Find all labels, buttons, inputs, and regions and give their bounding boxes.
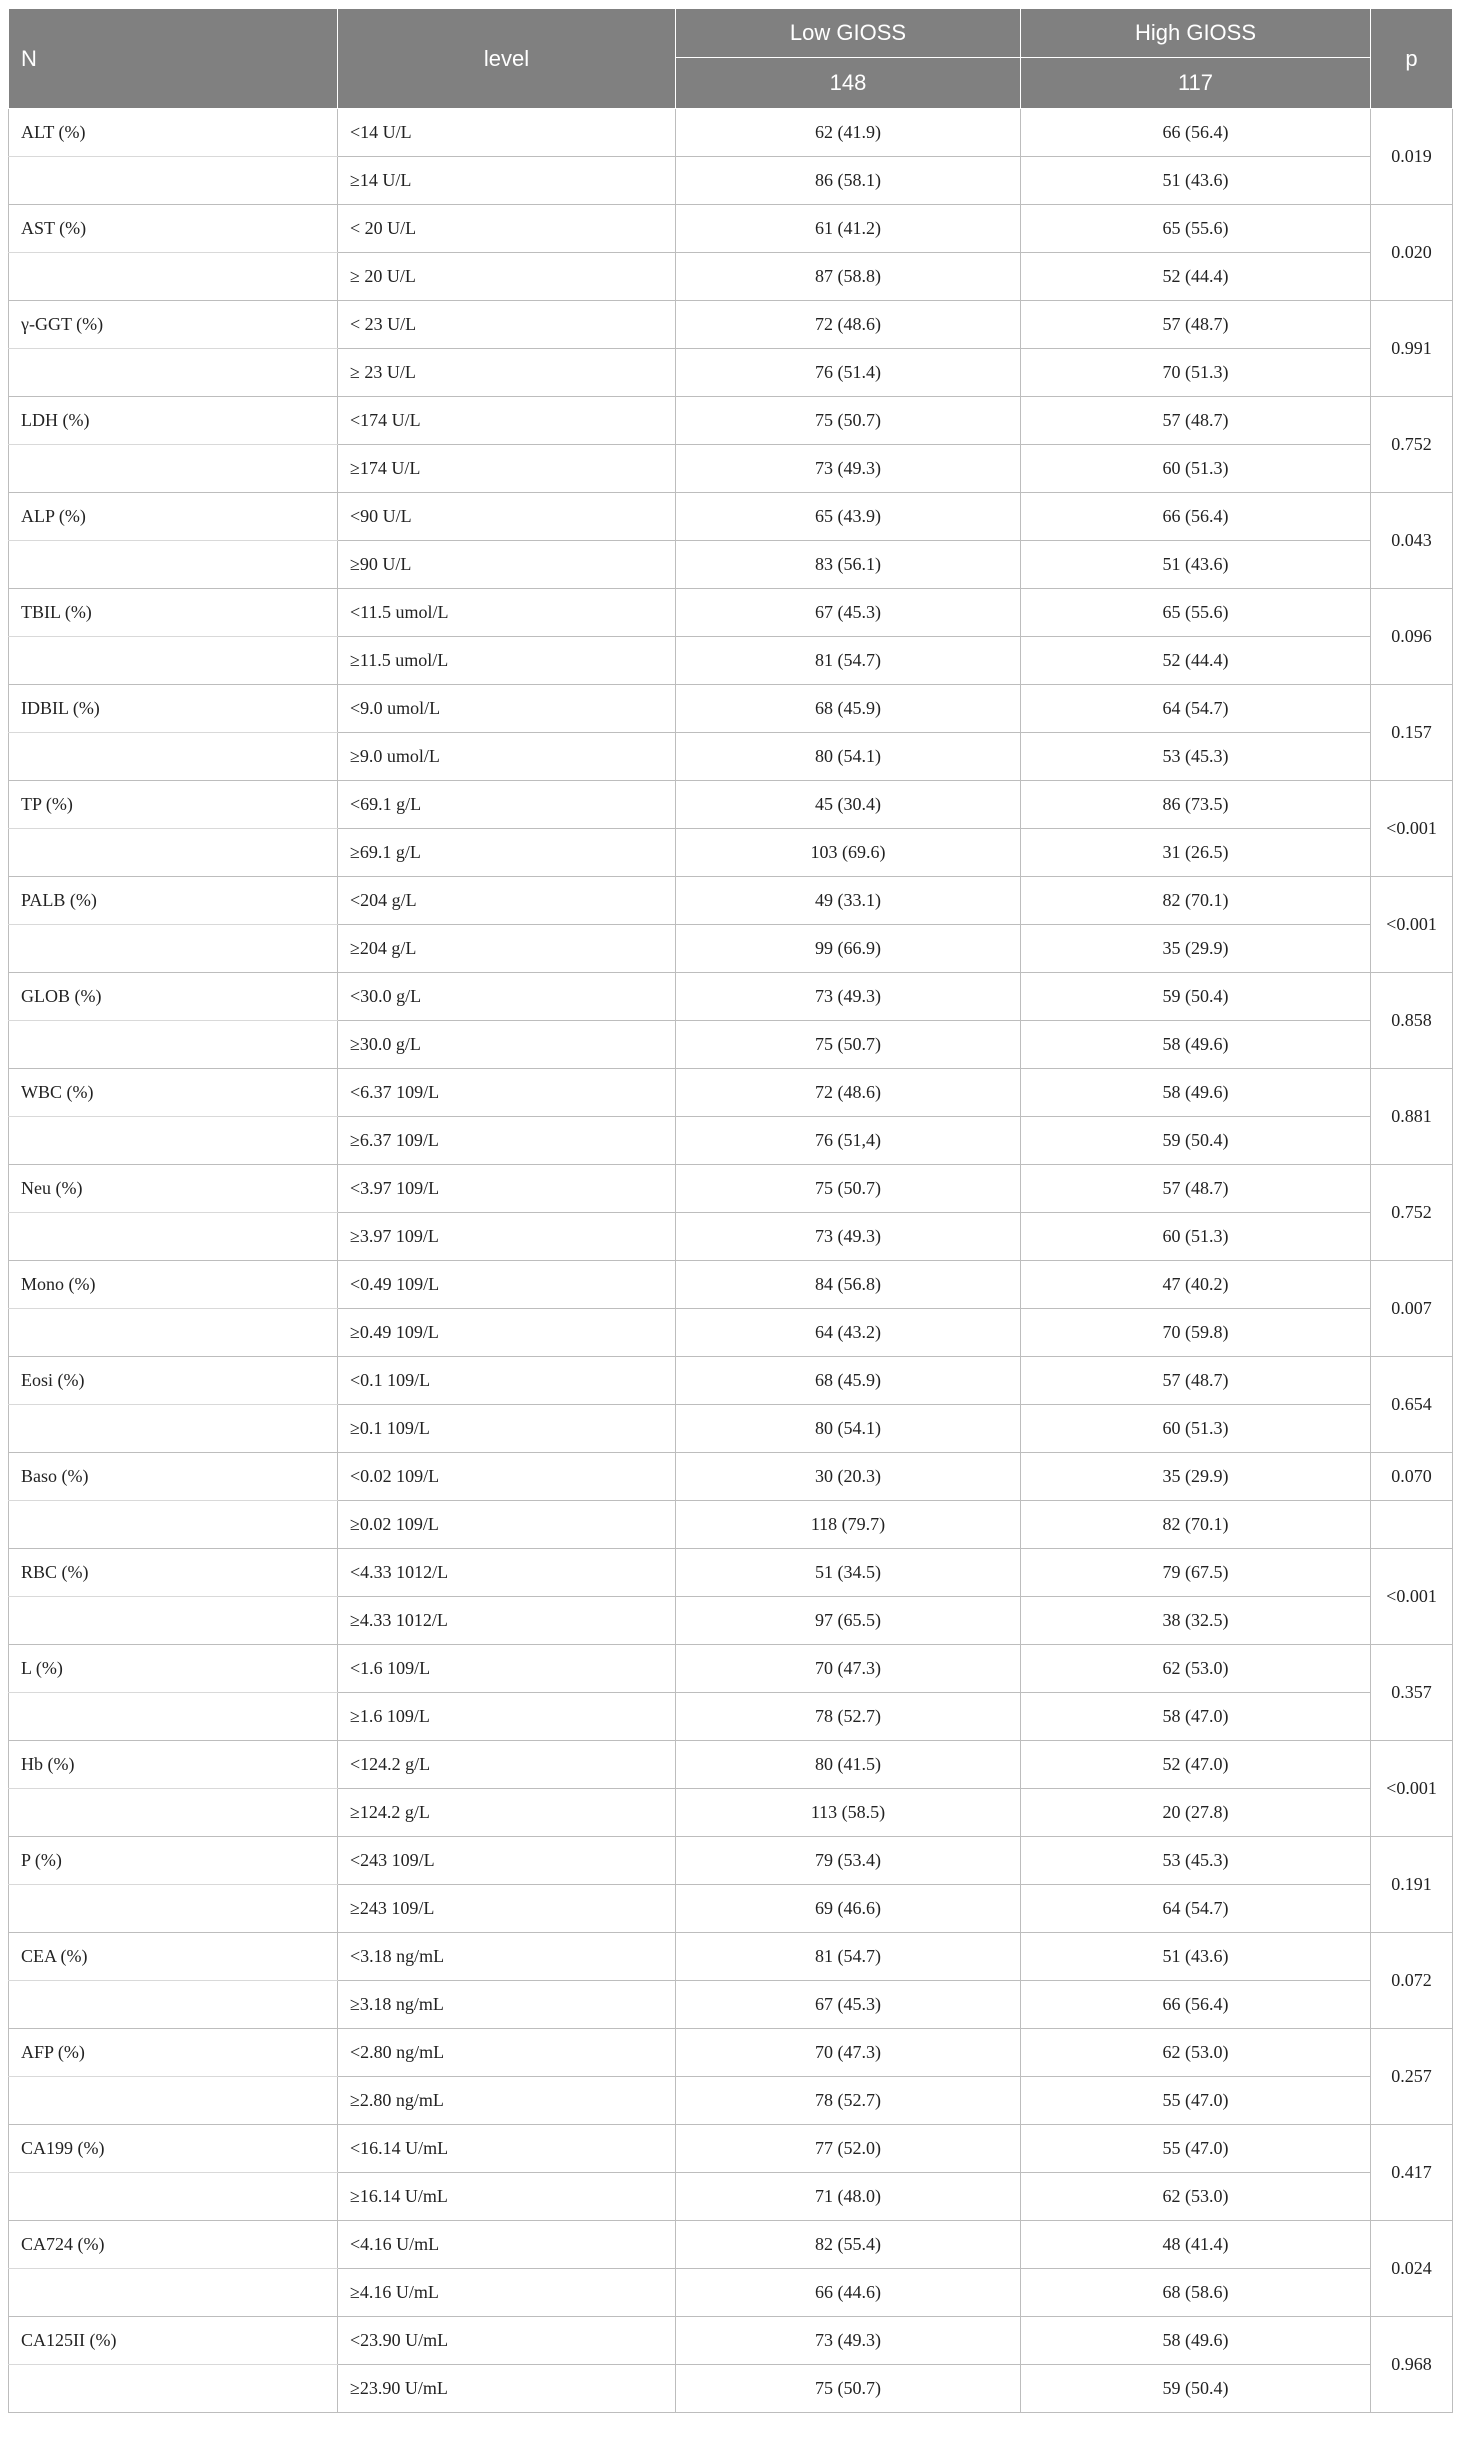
level-cell: ≥0.02 109/L <box>338 1501 676 1549</box>
low-gioss-cell: 113 (58.5) <box>676 1789 1021 1837</box>
marker-name-cell: RBC (%) <box>9 1549 338 1597</box>
header-p: p <box>1371 9 1453 109</box>
low-gioss-cell: 67 (45.3) <box>676 589 1021 637</box>
low-gioss-cell: 73 (49.3) <box>676 445 1021 493</box>
marker-name-cell: γ-GGT (%) <box>9 301 338 349</box>
level-cell: ≥124.2 g/L <box>338 1789 676 1837</box>
low-gioss-cell: 79 (53.4) <box>676 1837 1021 1885</box>
low-gioss-cell: 73 (49.3) <box>676 2317 1021 2365</box>
high-gioss-cell: 64 (54.7) <box>1021 1885 1371 1933</box>
marker-name-cell <box>9 1021 338 1069</box>
table-row <box>9 397 1453 445</box>
table-row <box>9 685 1453 733</box>
low-gioss-cell: 76 (51,4) <box>676 1117 1021 1165</box>
level-cell: <16.14 U/mL <box>338 2125 676 2173</box>
marker-name-cell <box>9 2173 338 2221</box>
high-gioss-cell: 86 (73.5) <box>1021 781 1371 829</box>
marker-name-cell <box>9 541 338 589</box>
high-gioss-cell: 38 (32.5) <box>1021 1597 1371 1645</box>
high-gioss-cell: 70 (51.3) <box>1021 349 1371 397</box>
high-gioss-cell: 52 (44.4) <box>1021 637 1371 685</box>
low-gioss-cell: 87 (58.8) <box>676 253 1021 301</box>
marker-name-cell <box>9 349 338 397</box>
low-gioss-cell: 71 (48.0) <box>676 2173 1021 2221</box>
p-value-cell: 0.654 <box>1371 1357 1453 1453</box>
level-cell: < 23 U/L <box>338 301 676 349</box>
low-gioss-cell: 118 (79.7) <box>676 1501 1021 1549</box>
low-gioss-cell: 80 (54.1) <box>676 733 1021 781</box>
table-row <box>9 1693 1453 1741</box>
level-cell: <6.37 109/L <box>338 1069 676 1117</box>
table-row <box>9 1117 1453 1165</box>
high-gioss-cell: 58 (49.6) <box>1021 1069 1371 1117</box>
level-cell: ≥69.1 g/L <box>338 829 676 877</box>
marker-name-cell: Eosi (%) <box>9 1357 338 1405</box>
table-row <box>9 1309 1453 1357</box>
level-cell: <9.0 umol/L <box>338 685 676 733</box>
table-row <box>9 781 1453 829</box>
low-gioss-cell: 72 (48.6) <box>676 1069 1021 1117</box>
low-gioss-cell: 65 (43.9) <box>676 493 1021 541</box>
level-cell: <124.2 g/L <box>338 1741 676 1789</box>
high-gioss-cell: 65 (55.6) <box>1021 205 1371 253</box>
high-gioss-cell: 60 (51.3) <box>1021 1213 1371 1261</box>
table-row <box>9 1453 1453 1501</box>
table-row <box>9 1597 1453 1645</box>
table-row <box>9 2029 1453 2077</box>
table-row <box>9 1213 1453 1261</box>
marker-name-cell: GLOB (%) <box>9 973 338 1021</box>
table-row <box>9 253 1453 301</box>
header-n: N <box>9 9 338 109</box>
low-gioss-cell: 73 (49.3) <box>676 1213 1021 1261</box>
high-gioss-cell: 82 (70.1) <box>1021 1501 1371 1549</box>
low-gioss-cell: 76 (51.4) <box>676 349 1021 397</box>
high-gioss-cell: 66 (56.4) <box>1021 1981 1371 2029</box>
high-gioss-cell: 60 (51.3) <box>1021 445 1371 493</box>
marker-name-cell: CA724 (%) <box>9 2221 338 2269</box>
table-row <box>9 1981 1453 2029</box>
header-level: level <box>338 9 676 109</box>
high-gioss-cell: 52 (44.4) <box>1021 253 1371 301</box>
level-cell: ≥11.5 umol/L <box>338 637 676 685</box>
marker-name-cell: L (%) <box>9 1645 338 1693</box>
p-value-cell: 0.417 <box>1371 2125 1453 2221</box>
high-gioss-cell: 20 (27.8) <box>1021 1789 1371 1837</box>
low-gioss-cell: 68 (45.9) <box>676 1357 1021 1405</box>
table-row <box>9 445 1453 493</box>
marker-name-cell: Baso (%) <box>9 1453 338 1501</box>
level-cell: ≥3.18 ng/mL <box>338 1981 676 2029</box>
low-gioss-cell: 30 (20.3) <box>676 1453 1021 1501</box>
level-cell: <90 U/L <box>338 493 676 541</box>
marker-name-cell: CA199 (%) <box>9 2125 338 2173</box>
marker-name-cell: P (%) <box>9 1837 338 1885</box>
marker-name-cell <box>9 1405 338 1453</box>
high-gioss-cell: 51 (43.6) <box>1021 1933 1371 1981</box>
table-row <box>9 1549 1453 1597</box>
header-low-count: 148 <box>676 58 1021 109</box>
p-value-cell: 0.019 <box>1371 109 1453 205</box>
table-row <box>9 925 1453 973</box>
p-value-cell: 0.191 <box>1371 1837 1453 1933</box>
table-row <box>9 637 1453 685</box>
level-cell: <14 U/L <box>338 109 676 157</box>
table-row <box>9 157 1453 205</box>
level-cell: ≥ 20 U/L <box>338 253 676 301</box>
table-row <box>9 109 1453 157</box>
level-cell: ≥2.80 ng/mL <box>338 2077 676 2125</box>
high-gioss-cell: 58 (49.6) <box>1021 1021 1371 1069</box>
level-cell: ≥90 U/L <box>338 541 676 589</box>
low-gioss-cell: 82 (55.4) <box>676 2221 1021 2269</box>
marker-name-cell: LDH (%) <box>9 397 338 445</box>
level-cell: < 20 U/L <box>338 205 676 253</box>
p-value-cell: 0.881 <box>1371 1069 1453 1165</box>
marker-name-cell <box>9 2269 338 2317</box>
p-value-cell: 0.968 <box>1371 2317 1453 2413</box>
high-gioss-cell: 64 (54.7) <box>1021 685 1371 733</box>
marker-name-cell <box>9 1501 338 1549</box>
lab-table-container <box>8 8 1452 2413</box>
table-row <box>9 1789 1453 1837</box>
p-value-cell: 0.070 <box>1371 1453 1453 1501</box>
table-row <box>9 1405 1453 1453</box>
high-gioss-cell: 58 (47.0) <box>1021 1693 1371 1741</box>
p-value-cell: 0.991 <box>1371 301 1453 397</box>
low-gioss-cell: 70 (47.3) <box>676 1645 1021 1693</box>
table-row <box>9 1645 1453 1693</box>
level-cell: <243 109/L <box>338 1837 676 1885</box>
low-gioss-cell: 75 (50.7) <box>676 2365 1021 2413</box>
p-value-cell: 0.043 <box>1371 493 1453 589</box>
level-cell: <0.49 109/L <box>338 1261 676 1309</box>
level-cell: ≥3.97 109/L <box>338 1213 676 1261</box>
level-cell: <4.33 1012/L <box>338 1549 676 1597</box>
high-gioss-cell: 57 (48.7) <box>1021 301 1371 349</box>
high-gioss-cell: 47 (40.2) <box>1021 1261 1371 1309</box>
p-value-cell: 0.858 <box>1371 973 1453 1069</box>
level-cell: ≥0.49 109/L <box>338 1309 676 1357</box>
table-row <box>9 1837 1453 1885</box>
low-gioss-cell: 80 (54.1) <box>676 1405 1021 1453</box>
p-value-cell: 0.024 <box>1371 2221 1453 2317</box>
high-gioss-cell: 59 (50.4) <box>1021 2365 1371 2413</box>
marker-name-cell: CEA (%) <box>9 1933 338 1981</box>
table-row <box>9 1069 1453 1117</box>
high-gioss-cell: 65 (55.6) <box>1021 589 1371 637</box>
high-gioss-cell: 79 (67.5) <box>1021 1549 1371 1597</box>
level-cell: ≥9.0 umol/L <box>338 733 676 781</box>
marker-name-cell <box>9 829 338 877</box>
level-cell: ≥14 U/L <box>338 157 676 205</box>
high-gioss-cell: 48 (41.4) <box>1021 2221 1371 2269</box>
marker-name-cell <box>9 2077 338 2125</box>
marker-name-cell <box>9 925 338 973</box>
table-row <box>9 2269 1453 2317</box>
table-row <box>9 2221 1453 2269</box>
low-gioss-cell: 68 (45.9) <box>676 685 1021 733</box>
low-gioss-cell: 103 (69.6) <box>676 829 1021 877</box>
level-cell: ≥4.16 U/mL <box>338 2269 676 2317</box>
level-cell: <2.80 ng/mL <box>338 2029 676 2077</box>
marker-name-cell <box>9 1213 338 1261</box>
level-cell: ≥174 U/L <box>338 445 676 493</box>
level-cell: <0.02 109/L <box>338 1453 676 1501</box>
high-gioss-cell: 66 (56.4) <box>1021 109 1371 157</box>
high-gioss-cell: 57 (48.7) <box>1021 1165 1371 1213</box>
table-row <box>9 493 1453 541</box>
level-cell: <1.6 109/L <box>338 1645 676 1693</box>
header-low-gioss: Low GIOSS <box>676 9 1021 58</box>
low-gioss-cell: 77 (52.0) <box>676 2125 1021 2173</box>
low-gioss-cell: 84 (56.8) <box>676 1261 1021 1309</box>
high-gioss-cell: 35 (29.9) <box>1021 1453 1371 1501</box>
high-gioss-cell: 53 (45.3) <box>1021 1837 1371 1885</box>
low-gioss-cell: 51 (34.5) <box>676 1549 1021 1597</box>
high-gioss-cell: 51 (43.6) <box>1021 541 1371 589</box>
high-gioss-cell: 51 (43.6) <box>1021 157 1371 205</box>
low-gioss-cell: 70 (47.3) <box>676 2029 1021 2077</box>
high-gioss-cell: 57 (48.7) <box>1021 397 1371 445</box>
header-high-gioss: High GIOSS <box>1021 9 1371 58</box>
marker-name-cell: IDBIL (%) <box>9 685 338 733</box>
low-gioss-cell: 81 (54.7) <box>676 1933 1021 1981</box>
table-row <box>9 1021 1453 1069</box>
header-high-count: 117 <box>1021 58 1371 109</box>
marker-name-cell <box>9 733 338 781</box>
level-cell: ≥4.33 1012/L <box>338 1597 676 1645</box>
high-gioss-cell: 60 (51.3) <box>1021 1405 1371 1453</box>
marker-name-cell: ALP (%) <box>9 493 338 541</box>
table-row <box>9 1357 1453 1405</box>
level-cell: <0.1 109/L <box>338 1357 676 1405</box>
low-gioss-cell: 64 (43.2) <box>676 1309 1021 1357</box>
table-row <box>9 1741 1453 1789</box>
p-value-cell: 0.752 <box>1371 1165 1453 1261</box>
p-value-cell: 0.357 <box>1371 1645 1453 1741</box>
table-row <box>9 2077 1453 2125</box>
high-gioss-cell: 55 (47.0) <box>1021 2077 1371 2125</box>
table-row <box>9 733 1453 781</box>
high-gioss-cell: 62 (53.0) <box>1021 1645 1371 1693</box>
marker-name-cell: TBIL (%) <box>9 589 338 637</box>
table-row <box>9 877 1453 925</box>
marker-name-cell <box>9 1597 338 1645</box>
level-cell: ≥6.37 109/L <box>338 1117 676 1165</box>
table-row <box>9 1261 1453 1309</box>
p-value-cell: <0.001 <box>1371 781 1453 877</box>
low-gioss-cell: 73 (49.3) <box>676 973 1021 1021</box>
low-gioss-cell: 61 (41.2) <box>676 205 1021 253</box>
level-cell: <3.18 ng/mL <box>338 1933 676 1981</box>
low-gioss-cell: 67 (45.3) <box>676 1981 1021 2029</box>
low-gioss-cell: 72 (48.6) <box>676 301 1021 349</box>
low-gioss-cell: 75 (50.7) <box>676 397 1021 445</box>
level-cell: ≥0.1 109/L <box>338 1405 676 1453</box>
marker-name-cell <box>9 1885 338 1933</box>
high-gioss-cell: 66 (56.4) <box>1021 493 1371 541</box>
table-row <box>9 2173 1453 2221</box>
table-row <box>9 973 1453 1021</box>
table-header <box>9 9 1453 109</box>
level-cell: ≥1.6 109/L <box>338 1693 676 1741</box>
level-cell: ≥23.90 U/mL <box>338 2365 676 2413</box>
table-row <box>9 205 1453 253</box>
high-gioss-cell: 68 (58.6) <box>1021 2269 1371 2317</box>
marker-name-cell <box>9 1789 338 1837</box>
high-gioss-cell: 62 (53.0) <box>1021 2029 1371 2077</box>
high-gioss-cell: 31 (26.5) <box>1021 829 1371 877</box>
level-cell: ≥30.0 g/L <box>338 1021 676 1069</box>
high-gioss-cell: 35 (29.9) <box>1021 925 1371 973</box>
high-gioss-cell: 70 (59.8) <box>1021 1309 1371 1357</box>
marker-name-cell: AST (%) <box>9 205 338 253</box>
marker-name-cell: Mono (%) <box>9 1261 338 1309</box>
marker-name-cell <box>9 1117 338 1165</box>
level-cell: <204 g/L <box>338 877 676 925</box>
level-cell: ≥ 23 U/L <box>338 349 676 397</box>
p-value-cell: 0.752 <box>1371 397 1453 493</box>
level-cell: <3.97 109/L <box>338 1165 676 1213</box>
p-value-cell: 0.072 <box>1371 1933 1453 2029</box>
level-cell: <11.5 umol/L <box>338 589 676 637</box>
table-row <box>9 2125 1453 2173</box>
high-gioss-cell: 57 (48.7) <box>1021 1357 1371 1405</box>
low-gioss-cell: 81 (54.7) <box>676 637 1021 685</box>
marker-name-cell <box>9 637 338 685</box>
table-body <box>9 109 1453 2413</box>
low-gioss-cell: 45 (30.4) <box>676 781 1021 829</box>
p-value-cell: 0.096 <box>1371 589 1453 685</box>
marker-name-cell <box>9 2365 338 2413</box>
low-gioss-cell: 75 (50.7) <box>676 1021 1021 1069</box>
p-value-cell: 0.257 <box>1371 2029 1453 2125</box>
marker-name-cell: PALB (%) <box>9 877 338 925</box>
marker-name-cell <box>9 445 338 493</box>
high-gioss-cell: 59 (50.4) <box>1021 1117 1371 1165</box>
marker-name-cell: Neu (%) <box>9 1165 338 1213</box>
low-gioss-cell: 66 (44.6) <box>676 2269 1021 2317</box>
p-value-cell <box>1371 1501 1453 1549</box>
marker-name-cell: CA125II (%) <box>9 2317 338 2365</box>
table-row <box>9 1165 1453 1213</box>
table-row <box>9 1501 1453 1549</box>
level-cell: ≥243 109/L <box>338 1885 676 1933</box>
low-gioss-cell: 69 (46.6) <box>676 1885 1021 1933</box>
level-cell: ≥16.14 U/mL <box>338 2173 676 2221</box>
p-value-cell: 0.020 <box>1371 205 1453 301</box>
p-value-cell: 0.007 <box>1371 1261 1453 1357</box>
marker-name-cell: WBC (%) <box>9 1069 338 1117</box>
level-cell: <174 U/L <box>338 397 676 445</box>
table-row <box>9 589 1453 637</box>
low-gioss-cell: 83 (56.1) <box>676 541 1021 589</box>
marker-name-cell <box>9 1981 338 2029</box>
high-gioss-cell: 53 (45.3) <box>1021 733 1371 781</box>
marker-name-cell <box>9 157 338 205</box>
level-cell: <69.1 g/L <box>338 781 676 829</box>
p-value-cell: 0.157 <box>1371 685 1453 781</box>
low-gioss-cell: 75 (50.7) <box>676 1165 1021 1213</box>
table-row <box>9 349 1453 397</box>
p-value-cell: <0.001 <box>1371 1549 1453 1645</box>
table-row <box>9 301 1453 349</box>
level-cell: <30.0 g/L <box>338 973 676 1021</box>
level-cell: <4.16 U/mL <box>338 2221 676 2269</box>
marker-name-cell <box>9 1693 338 1741</box>
lab-results-table <box>8 8 1453 2413</box>
low-gioss-cell: 78 (52.7) <box>676 1693 1021 1741</box>
table-row <box>9 1885 1453 1933</box>
table-row <box>9 2317 1453 2365</box>
marker-name-cell <box>9 253 338 301</box>
marker-name-cell: AFP (%) <box>9 2029 338 2077</box>
high-gioss-cell: 52 (47.0) <box>1021 1741 1371 1789</box>
low-gioss-cell: 78 (52.7) <box>676 2077 1021 2125</box>
low-gioss-cell: 49 (33.1) <box>676 877 1021 925</box>
table-row <box>9 1933 1453 1981</box>
low-gioss-cell: 80 (41.5) <box>676 1741 1021 1789</box>
marker-name-cell: Hb (%) <box>9 1741 338 1789</box>
low-gioss-cell: 97 (65.5) <box>676 1597 1021 1645</box>
level-cell: <23.90 U/mL <box>338 2317 676 2365</box>
high-gioss-cell: 82 (70.1) <box>1021 877 1371 925</box>
table-row <box>9 829 1453 877</box>
marker-name-cell: TP (%) <box>9 781 338 829</box>
high-gioss-cell: 59 (50.4) <box>1021 973 1371 1021</box>
high-gioss-cell: 58 (49.6) <box>1021 2317 1371 2365</box>
marker-name-cell: ALT (%) <box>9 109 338 157</box>
marker-name-cell <box>9 1309 338 1357</box>
table-row <box>9 541 1453 589</box>
low-gioss-cell: 62 (41.9) <box>676 109 1021 157</box>
low-gioss-cell: 86 (58.1) <box>676 157 1021 205</box>
level-cell: ≥204 g/L <box>338 925 676 973</box>
p-value-cell: <0.001 <box>1371 1741 1453 1837</box>
p-value-cell: <0.001 <box>1371 877 1453 973</box>
table-row <box>9 2365 1453 2413</box>
high-gioss-cell: 55 (47.0) <box>1021 2125 1371 2173</box>
low-gioss-cell: 99 (66.9) <box>676 925 1021 973</box>
high-gioss-cell: 62 (53.0) <box>1021 2173 1371 2221</box>
